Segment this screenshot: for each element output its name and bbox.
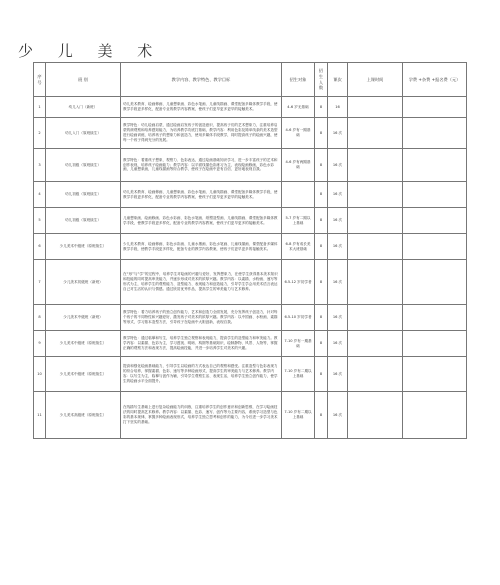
cell-capacity: 8 bbox=[315, 149, 328, 182]
cell-content: 儿童想象画、绘画修画、彩色水彩画、彩色水笔画、纸塑造型画、儿童线描画、课堂配备多媒体教学手段，使教学手段更多样化，配备专业的教学内容教案，使孩子们更早更多的接触美术。 bbox=[121, 208, 282, 234]
header-sessions: 课次 bbox=[328, 63, 348, 97]
cell-category: 少儿美术中级班（原班续生） bbox=[46, 234, 121, 260]
cell-fee bbox=[403, 305, 467, 331]
cell-content: 教学特色：着重孩子想象、观察力、色彩表达，通过绘画基础知识学习，进一步丰富孩子的艺术和创作表现，培养孩子绘画能力；教学内容：以平面线描色彩练习为主，表现绘画修画，彩色水彩画，儿童想象画，儿童线描画等综合教学，使孩子在绘画中更有自信、更好地表现自我。 bbox=[121, 149, 282, 182]
cell-time bbox=[348, 357, 403, 392]
cell-category: 少儿美术中级班（原班续生） bbox=[46, 331, 121, 357]
cell-fee bbox=[403, 149, 467, 182]
cell-target: 4-6 岁有两期基础 bbox=[282, 149, 315, 182]
cell-content: 幼儿美术教育、绘画修画、儿童想象画、彩色水笔画、儿童线描画、课堂配备多媒体教学手段，使教学手段更多样化，配备专业的教学内容教案，使孩子们更早更多更早的接触美术。 bbox=[121, 97, 282, 118]
cell-time bbox=[348, 118, 403, 149]
cell-num: 10 bbox=[34, 357, 46, 392]
cell-capacity: 8 bbox=[315, 305, 328, 331]
table-row bbox=[34, 357, 467, 392]
cell-time bbox=[348, 331, 403, 357]
cell-num: 5 bbox=[34, 208, 46, 234]
table-row bbox=[34, 149, 467, 182]
header-num: 序号 bbox=[34, 63, 46, 97]
table-row bbox=[34, 331, 467, 357]
cell-num: 7 bbox=[34, 260, 46, 305]
cell-category: 幼儿初级（原班续生） bbox=[46, 208, 121, 234]
cell-target: 4-6 岁有一期基础 bbox=[282, 118, 315, 149]
cell-target: 7-10 岁有二期以上基础 bbox=[282, 392, 315, 439]
header-capacity: 招生人数 bbox=[315, 63, 328, 97]
cell-content: 少儿美术教育、绘画修画、彩色水彩画、儿童水墨画、彩色水笔画、儿童线描画、课堂配备多媒体教学手段，使教学手段更多样化，配备专业的教学内容教案，使孩子们更早更多的接触美术。 bbox=[121, 234, 282, 260]
cell-num: 3 bbox=[34, 149, 46, 182]
cell-target bbox=[282, 182, 315, 208]
cell-fee bbox=[403, 331, 467, 357]
cell-num: 6 bbox=[34, 234, 46, 260]
table-row bbox=[34, 260, 467, 305]
header-category: 班 别 bbox=[46, 63, 121, 97]
cell-capacity: 8 bbox=[315, 331, 328, 357]
table-row bbox=[34, 305, 467, 331]
cell-num: 2 bbox=[34, 118, 46, 149]
header-fee: 学费 +杂费 +报名费（元） bbox=[403, 63, 467, 97]
table-row bbox=[34, 208, 467, 234]
cell-time bbox=[348, 97, 403, 118]
cell-target: 6.5-10 岁初学者 bbox=[282, 305, 315, 331]
cell-time bbox=[348, 260, 403, 305]
header-time: 上课时间 bbox=[348, 63, 403, 97]
cell-time bbox=[348, 182, 403, 208]
cell-content: 在“形”与“学”的过程中，培养学生对绘画的兴趣与爱好，发挥想象力，在使学生获得基本美术知识和技能的同时提高审美能力，并逐步形成对美术的浓厚兴趣。教学内容：以素描、水粉画、速写等形式为主，培养学生的观察能力、造型能力、表现能力和创造能力，引导学生学会用美术语言表达自己对生活的认识与情感。通过欣赏优秀作品，提高学生的审美能力与艺术修养。 bbox=[121, 260, 282, 305]
cell-target: 6.5-12 岁初学者 bbox=[282, 260, 315, 305]
cell-target: 6-8 岁有成长美术大班基础 bbox=[282, 234, 315, 260]
cell-capacity: 8 bbox=[315, 357, 328, 392]
table-row bbox=[34, 118, 467, 149]
cell-time bbox=[348, 305, 403, 331]
cell-category: 幼儿入门（新班） bbox=[46, 97, 121, 118]
cell-time bbox=[348, 234, 403, 260]
table-row bbox=[34, 182, 467, 208]
cell-target: 5-7 岁有二期以上基础 bbox=[282, 208, 315, 234]
cell-target: 7-10 岁有二期以上基础 bbox=[282, 357, 315, 392]
cell-category: 少儿美术初级班（新班） bbox=[46, 260, 121, 305]
cell-capacity: 8 bbox=[315, 118, 328, 149]
cell-fee bbox=[403, 234, 467, 260]
cell-fee bbox=[403, 260, 467, 305]
cell-sessions: 16 次 bbox=[328, 260, 348, 305]
cell-num: 11 bbox=[34, 392, 46, 439]
cell-category: 少儿美术高级班（原班续生） bbox=[46, 392, 121, 439]
cell-fee bbox=[403, 97, 467, 118]
header-target: 招生对象 bbox=[282, 63, 315, 97]
cell-category: 幼儿初级（原班续生） bbox=[46, 182, 121, 208]
course-table bbox=[33, 62, 467, 439]
cell-target: 7-10 岁有一期基础 bbox=[282, 331, 315, 357]
cell-sessions: 16 次 bbox=[328, 149, 348, 182]
cell-time bbox=[348, 208, 403, 234]
cell-content: 提高和强化绘画基础能力，引导学生以绘画的方式表达自己的观察和感受。注重造型与色彩表现力的综合培养，掌握素描、色彩、速写等多种绘画形式，提高学生的审美能力与艺术修养。教学内容：以写生为主，临摹与创作为辅，引导学生观察生活、表现生活，培养学生独立创作能力，使学生的绘画水平全面提升。 bbox=[121, 357, 282, 392]
cell-sessions: 16 次 bbox=[328, 331, 348, 357]
cell-capacity: 8 bbox=[315, 392, 328, 439]
cell-content: 幼儿美术教育、绘画修画、儿童想象画、彩色水笔画、儿童线描画、课堂配备多媒体教学手段，使教学手段更多样化，配备专业的教学内容教案，使孩子们更早更多更早的接触美术。 bbox=[121, 182, 282, 208]
cell-num: 8 bbox=[34, 305, 46, 331]
header-content: 教学内容、教学特色、教学目标 bbox=[121, 63, 282, 97]
cell-fee bbox=[403, 118, 467, 149]
cell-sessions: 16 次 bbox=[328, 392, 348, 439]
cell-content: 教学特色：着力培养孩子的独立创作能力，艺术和创造力全面发展，充分发挥孩子创造力，针对每个孩子的不同特性和兴趣爱好，激发孩子对美术的浓厚兴趣。教学内容：以中国画、水粉画、素描等形式，学习基本造型方法，引导孩子在绘画中大胆创新，表现自我。 bbox=[121, 305, 282, 331]
cell-sessions: 16 bbox=[328, 97, 348, 118]
table-row bbox=[34, 234, 467, 260]
cell-sessions: 16 次 bbox=[328, 234, 348, 260]
cell-sessions: 16 次 bbox=[328, 357, 348, 392]
cell-content: 教学特色：幼儿绘画启蒙，通过绘画启发孩子的创造意识，提高孩子们的艺术想象力，注重培养启蒙的颜观察和培养感知能力，为培养教学功底打基础，教学内容：利用色彩及简单线条的美术造型进行绘画训练，培养孩子的想象力和创造力，使用多媒体手段教学，同时提高孩子的绘画兴趣，使每一个孩子得到充分的发展。 bbox=[121, 118, 282, 149]
cell-content: 在线描写生基础上进行复杂绘画能力的训练，注重培养学生的创作意识和创新思维，在学习绘画技法的同时提高艺术修养。教学内容：以素描、色彩、速写、创作等为主要内容，系统学习造型与色彩的基本规律，掌握多种绘画表现形式，培养学生独立思考和创作的能力，为今后进一步学习美术打下坚实的基础。 bbox=[121, 392, 282, 439]
cell-sessions: 16 次 bbox=[328, 305, 348, 331]
cell-time bbox=[348, 392, 403, 439]
cell-content: 教学特色：通过临摹和写生，培养学生独立观察和表现能力，提高学生的造型能力和审美能力。教学内容：以素描、色彩为主，学习透视、明暗、构图等基础知识，绘制静物、风景、人物等，掌握正确的观察方法和表现方法，提高绘画技能，并进一步培养学生对美术的兴趣。 bbox=[121, 331, 282, 357]
cell-capacity: 8 bbox=[315, 208, 328, 234]
table-row bbox=[34, 392, 467, 439]
cell-target: 4-6 岁无基础 bbox=[282, 97, 315, 118]
cell-num: 4 bbox=[34, 182, 46, 208]
cell-num: 1 bbox=[34, 97, 46, 118]
cell-category: 少儿美术中级班（新班） bbox=[46, 305, 121, 331]
cell-time bbox=[348, 149, 403, 182]
cell-capacity: 8 bbox=[315, 234, 328, 260]
cell-fee bbox=[403, 182, 467, 208]
cell-category: 少儿美术中级班（原班续生） bbox=[46, 357, 121, 392]
page-title: 少 儿 美 术 bbox=[18, 42, 163, 60]
cell-category: 幼儿初级（原班续生） bbox=[46, 149, 121, 182]
table-row bbox=[34, 97, 467, 118]
cell-sessions: 16 次 bbox=[328, 118, 348, 149]
cell-fee bbox=[403, 392, 467, 439]
cell-capacity: 8 bbox=[315, 182, 328, 208]
table-header-row bbox=[34, 63, 467, 97]
cell-sessions: 16 次 bbox=[328, 182, 348, 208]
cell-capacity: 8 bbox=[315, 260, 328, 305]
cell-sessions: 16 次 bbox=[328, 208, 348, 234]
cell-fee bbox=[403, 357, 467, 392]
cell-category: 幼儿入门（原班续生） bbox=[46, 118, 121, 149]
cell-num: 9 bbox=[34, 331, 46, 357]
cell-capacity: 8 bbox=[315, 97, 328, 118]
cell-fee bbox=[403, 208, 467, 234]
